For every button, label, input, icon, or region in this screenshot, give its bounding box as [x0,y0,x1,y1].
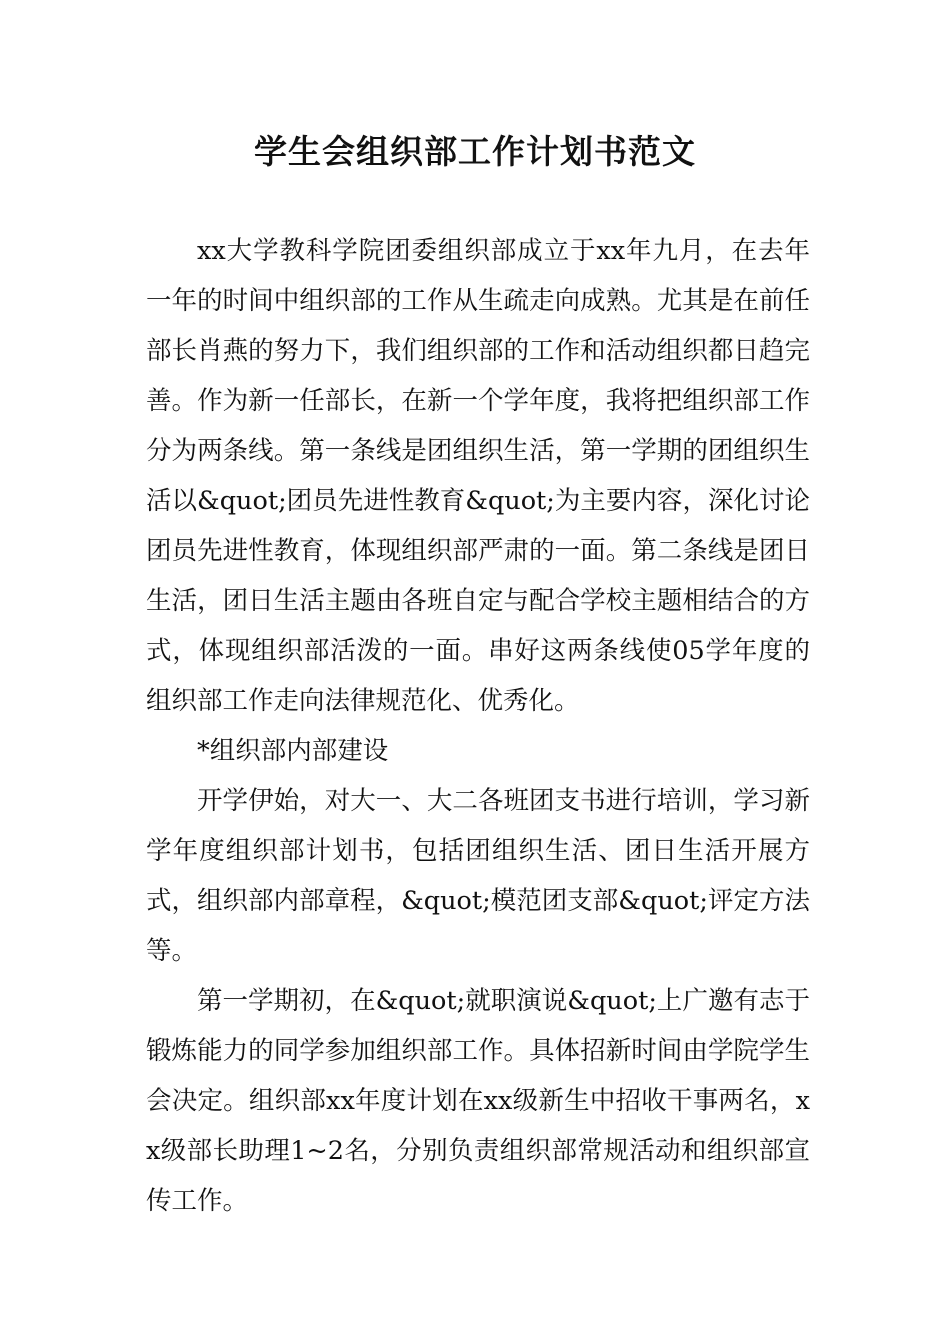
paragraph-recruitment: 第一学期初，在&quot;就职演说&quot;上广邀有志于锻炼能力的同学参加组织部工作。具体招新时间由学院学生会决定。组织部xx年度计划在xx级新生中招收干事两名，xx级部长助理1~2名，分别负责组织部常规活动和组织部宣传工作。 [146,986,810,1216]
section-heading: *组织部内部建设 [197,736,389,766]
paragraph-intro: xx大学教科学院团委组织部成立于xx年九月，在去年一年的时间中组织部的工作从生疏走向成熟。尤其是在前任部长肖燕的努力下，我们组织部的工作和活动组织都日趋完善。作为新一任部长，在新一个学年度，我将把组织部工作分为两条线。第一条线是团组织生活，第一学期的团组织生活以&quot;团员先进性教育&quot;为主要内容，深化讨论团员先进性教育，体现组织部严肃的一面。第二条线是团日生活，团日生活主题由各班自定与配合学校主题相结合的方式，体现组织部活泼的一面。串好这两条线使05学年度的组织部工作走向法律规范化、优秀化。 [146,236,810,716]
document-body [146,226,810,1226]
paragraph-training: 开学伊始，对大一、大二各班团支书进行培训，学习新学年度组织部计划书，包括团组织生活、团日生活开展方式，组织部内部章程，&quot;模范团支部&quot;评定方法等。 [146,786,810,966]
document-title: 学生会组织部工作计划书范文 [254,132,696,171]
